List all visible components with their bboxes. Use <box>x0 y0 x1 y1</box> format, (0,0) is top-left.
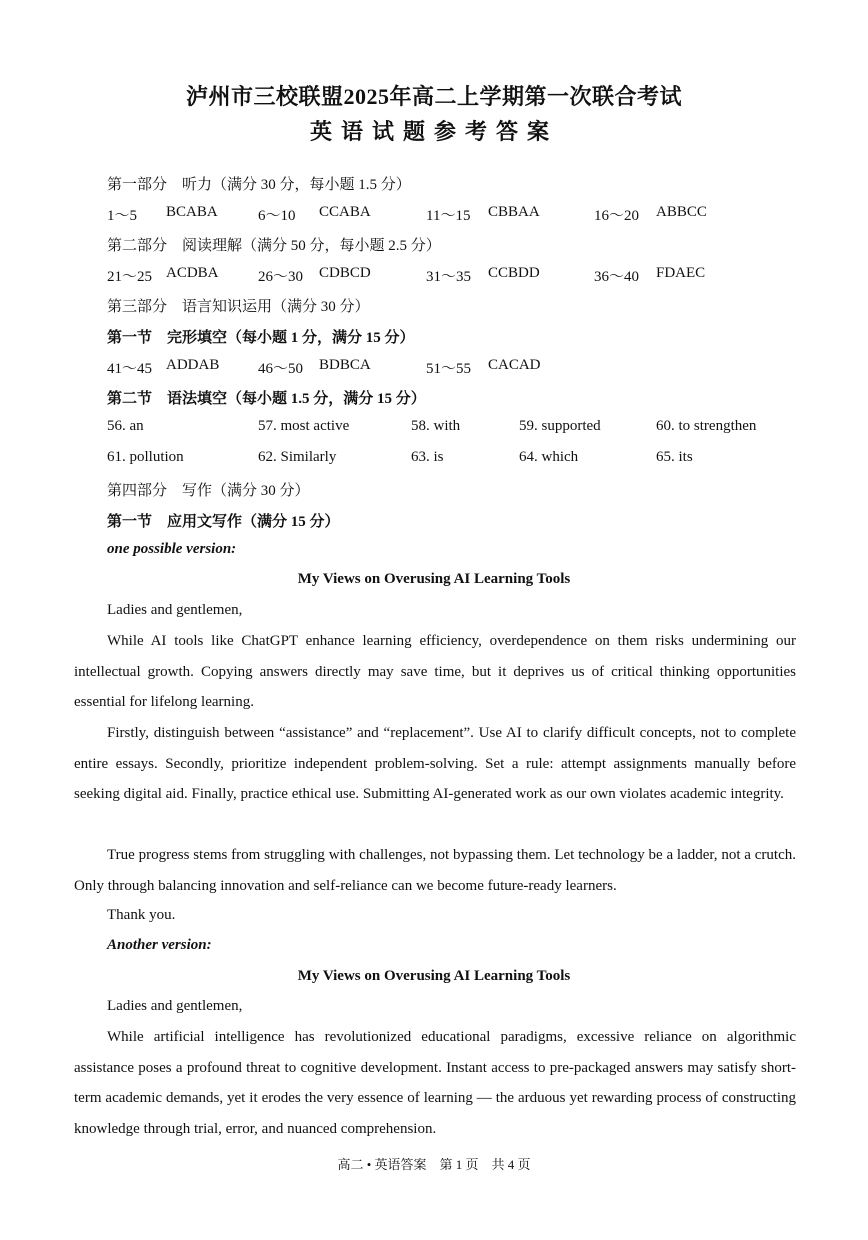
version1-paragraph: While AI tools like ChatGPT enhance learning efficiency, overdependence on them risks undermining our intellectual growth. Copying answers directly may save time, but it deprives us of critical thinking opportunities essential for lifelong learning. <box>74 633 796 711</box>
part3-heading: 第三部分 语言知识运用（满分 30 分） <box>107 299 370 315</box>
grammar-answer: 62. Similarly <box>258 449 337 465</box>
part3-section2-heading: 第二节 语法填空（每小题 1.5 分，满分 15 分） <box>107 391 426 407</box>
answer-letters: ADDAB <box>166 357 220 373</box>
grammar-answer: 59. supported <box>519 418 601 434</box>
version1-paragraph: Firstly, distinguish between “assistance” and “replacement”. Use AI to clarify difficult concepts, not to complete entire essays. Secondly, prioritize independent problem-solving. Set a rule: attempt assignments manually before seeking digital aid. Finally, practice ethical use. Submitting AI-generated work as our own violates academic integrity. <box>74 725 796 803</box>
version1-greeting: Ladies and gentlemen, <box>107 602 243 618</box>
answer-range: 1～5 <box>107 208 138 224</box>
version1-paragraph: True progress stems from struggling with challenges, not bypassing them. Let technology be a ladder, not a crutch. Only through balancing innovation and self-reliance can we become future-ready learners. <box>74 847 796 894</box>
answer-range: 31～35 <box>426 269 472 285</box>
page-footer: 高二 • 英语答案 第 1 页 共 4 页 <box>337 1157 531 1172</box>
part2-heading: 第二部分 阅读理解（满分 50 分，每小题 2.5 分） <box>107 238 441 254</box>
answer-letters: BCABA <box>166 204 218 220</box>
version1-essay-title: My Views on Overusing AI Learning Tools <box>297 571 571 587</box>
answer-letters: CDBCD <box>319 265 371 281</box>
answer-range: 26～30 <box>258 269 304 285</box>
version2-essay-title: My Views on Overusing AI Learning Tools <box>297 968 571 984</box>
grammar-answer: 60. to strengthen <box>656 418 757 434</box>
answer-range: 41～45 <box>107 361 153 377</box>
part3-section1-heading: 第一节 完形填空（每小题 1 分，满分 15 分） <box>107 330 415 346</box>
page-subtitle: 英语试题参考答案 <box>309 119 558 144</box>
version2-label: Another version: <box>107 937 212 953</box>
grammar-answer: 63. is <box>411 449 444 465</box>
answer-range: 16～20 <box>594 208 640 224</box>
grammar-answer: 61. pollution <box>107 449 184 465</box>
answer-letters: CCBDD <box>488 265 540 281</box>
version1-label: one possible version: <box>107 541 237 557</box>
answer-letters: BDBCA <box>319 357 371 373</box>
grammar-answer: 56. an <box>107 418 144 434</box>
answer-letters: FDAEC <box>656 265 706 281</box>
version2-paragraph: While artificial intelligence has revolutionized educational paradigms, excessive reliance on algorithmic assistance poses a profound threat to cognitive development. Instant access to pre-packaged answers may satisfy short-term academic demands, yet it erodes the very essence of learning — the arduous yet rewarding process of constructing knowledge through trial, error, and nuanced comprehension. <box>74 1029 796 1137</box>
answer-range: 36～40 <box>594 269 640 285</box>
part4-heading: 第四部分 写作（满分 30 分） <box>107 483 310 499</box>
answer-range: 21～25 <box>107 269 153 285</box>
answer-range: 6～10 <box>258 208 296 224</box>
part1-heading: 第一部分 听力（满分 30 分，每小题 1.5 分） <box>107 177 411 193</box>
grammar-answer: 57. most active <box>258 418 350 434</box>
answer-letters: CBBAA <box>488 204 540 220</box>
grammar-answer: 65. its <box>656 449 693 465</box>
answer-range: 51～55 <box>426 361 472 377</box>
version2-greeting: Ladies and gentlemen, <box>107 998 243 1014</box>
grammar-answer: 58. with <box>411 418 461 434</box>
answer-letters: ACDBA <box>166 265 219 281</box>
answer-letters: CACAD <box>488 357 541 373</box>
page-title: 泸州市三校联盟2025年高二上学期第一次联合考试 <box>185 84 682 109</box>
answer-range: 11～15 <box>426 208 471 224</box>
answer-letters: CCABA <box>319 204 371 220</box>
grammar-answer: 64. which <box>519 449 579 465</box>
answer-range: 46～50 <box>258 361 304 377</box>
version1-closing: Thank you. <box>107 907 176 923</box>
part4-section1-heading: 第一节 应用文写作（满分 15 分） <box>107 514 340 530</box>
answer-letters: ABBCC <box>656 204 707 220</box>
